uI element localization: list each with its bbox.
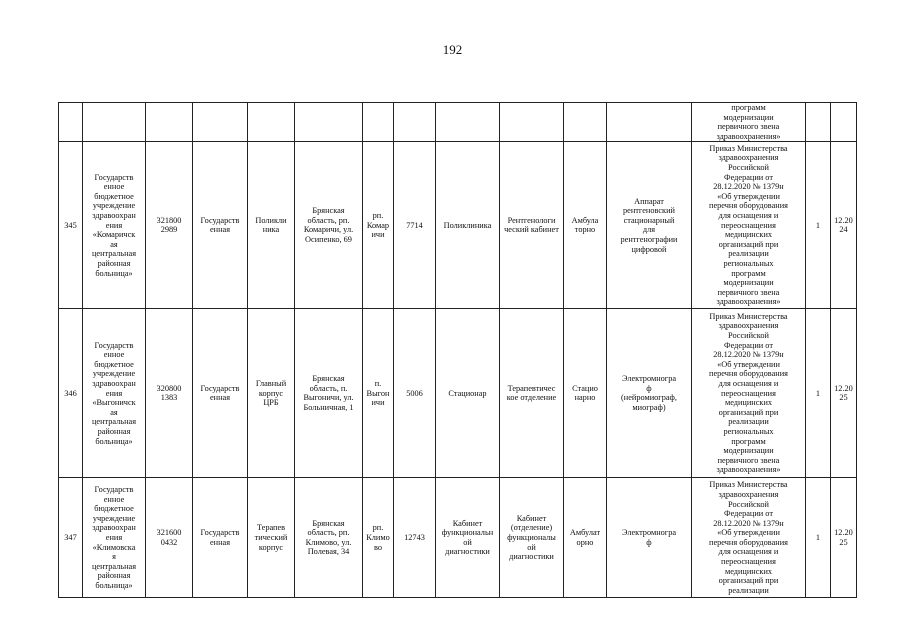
cell-population: 7714	[394, 142, 436, 309]
cell-ownership: Государств енная	[193, 309, 248, 478]
cell-organization: Государств енное бюджетное учреждение здравоохран ения «Выгоничск ая центральная районная больница»	[83, 309, 146, 478]
table-row	[59, 309, 857, 478]
cell-number: 345	[59, 142, 83, 309]
cell-address: Брянская область, рп. Комаричи, ул. Осипенко, 69	[295, 142, 363, 309]
cell-empty	[295, 103, 363, 142]
cell-code: 321800 2989	[146, 142, 193, 309]
cell-address: Брянская область, п. Выгоничи, ул. Больничная, 1	[295, 309, 363, 478]
cell-care-type: Амбулат орно	[564, 478, 607, 598]
cell-date: 12.20 25	[831, 309, 857, 478]
cell-empty	[193, 103, 248, 142]
cell-care-type: Амбула торно	[564, 142, 607, 309]
equipment-table	[58, 102, 857, 598]
cell-empty	[363, 103, 394, 142]
cell-empty	[59, 103, 83, 142]
page-number: 192	[442, 42, 463, 57]
cell-equipment: Электромногра ф (нейромиограф, миограф)	[607, 309, 692, 478]
table-row	[59, 478, 857, 598]
cell-empty	[607, 103, 692, 142]
cell-document: Приказ Министерства здравоохранения Российской Федерации от 28.12.2020 № 1379н «Об утверждении перечня оборудования для оснащения и переоснащения медицинских организаций при реализации	[692, 478, 806, 598]
cell-settlement: рп. Климо во	[363, 478, 394, 598]
cell-empty	[500, 103, 564, 142]
cell-unit: Кабинет функциональн ой диагностики	[436, 478, 500, 598]
cell-document: Приказ Министерства здравоохранения Российской Федерации от 28.12.2020 № 1379н «Об утверждении перечня оборудования для оснащения и переоснащения медицинских организаций при реализации региональных программ модернизации первичного звена здравоохранения»	[692, 142, 806, 309]
cell-empty	[146, 103, 193, 142]
cell-address: Брянская область, рп. Климово, ул. Полевая, 34	[295, 478, 363, 598]
cell-empty	[248, 103, 295, 142]
cell-empty	[83, 103, 146, 142]
cell-code: 321600 0432	[146, 478, 193, 598]
cell-equipment: Аппарат рентгеновский стационарный для рентгенографии цифровой	[607, 142, 692, 309]
cell-date: 12.20 24	[831, 142, 857, 309]
cell-unit: Поликлиника	[436, 142, 500, 309]
cell-organization: Государств енное бюджетное учреждение здравоохран ения «Комаричск ая центральная районная больница»	[83, 142, 146, 309]
cell-empty	[831, 103, 857, 142]
cell-quantity: 1	[806, 142, 831, 309]
cell-empty	[564, 103, 607, 142]
cell-empty	[436, 103, 500, 142]
cell-population: 12743	[394, 478, 436, 598]
cell-unit: Стационар	[436, 309, 500, 478]
cell-quantity: 1	[806, 309, 831, 478]
cell-empty	[806, 103, 831, 142]
cell-empty	[394, 103, 436, 142]
cell-organization: Государств енное бюджетное учреждение здравоохран ения «Климовска я центральная районная больница»	[83, 478, 146, 598]
table-row	[59, 142, 857, 309]
cell-settlement: рп. Комар ичи	[363, 142, 394, 309]
cell-number: 347	[59, 478, 83, 598]
table-row	[59, 103, 857, 142]
cell-date: 12.20 25	[831, 478, 857, 598]
cell-building: Главный корпус ЦРБ	[248, 309, 295, 478]
cell-population: 5006	[394, 309, 436, 478]
cell-department: Кабинет (отделение) функционалы ой диагностики	[500, 478, 564, 598]
cell-code: 320800 1383	[146, 309, 193, 478]
cell-document: программ модернизации первичного звена здравоохранения»	[692, 103, 806, 142]
cell-number: 346	[59, 309, 83, 478]
cell-settlement: п. Выгон ичи	[363, 309, 394, 478]
cell-department: Рентгенологи ческий кабинет	[500, 142, 564, 309]
cell-document: Приказ Министерства здравоохранения Российской Федерации от 28.12.2020 № 1379н «Об утверждении перечня оборудования для оснащения и переоснащения медицинских организаций при реализации региональных программ модернизации первичного звена здравоохранения»	[692, 309, 806, 478]
cell-care-type: Стацио нарно	[564, 309, 607, 478]
cell-ownership: Государств енная	[193, 478, 248, 598]
cell-building: Поликли ника	[248, 142, 295, 309]
cell-equipment: Электромногра ф	[607, 478, 692, 598]
cell-building: Терапев тический корпус	[248, 478, 295, 598]
cell-department: Терапевтичес кое отделение	[500, 309, 564, 478]
cell-quantity: 1	[806, 478, 831, 598]
cell-ownership: Государств енная	[193, 142, 248, 309]
